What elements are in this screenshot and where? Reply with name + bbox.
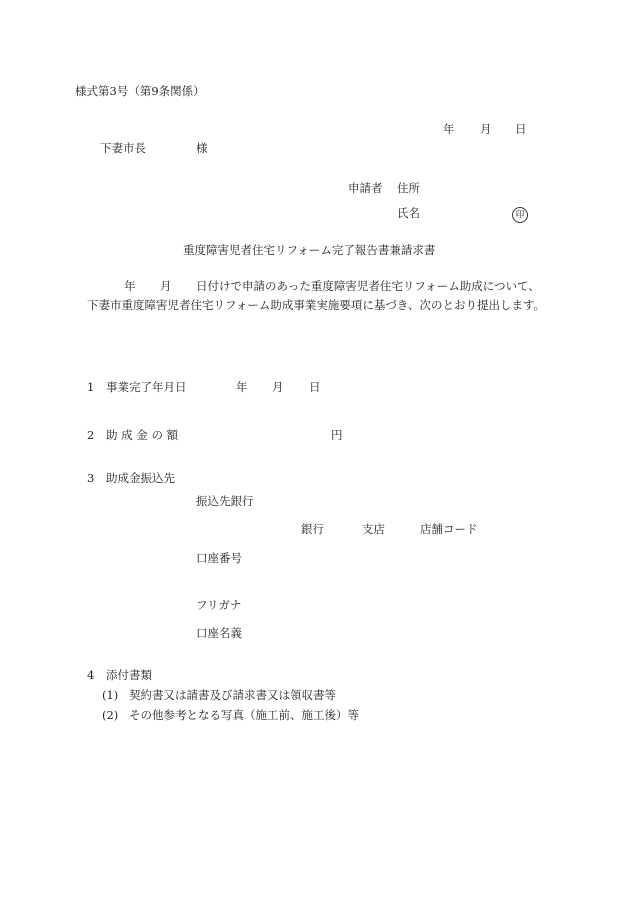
- account-number-label: 口座番号: [196, 551, 242, 565]
- furigana-label: フリガナ: [196, 598, 242, 612]
- body-year-label: 年: [124, 279, 136, 293]
- date-month-label: 月: [480, 122, 492, 136]
- item1-month: 月: [272, 380, 284, 394]
- applicant-name-label: 氏名: [397, 206, 420, 220]
- attachment-1-text: 契約書又は請書及び請求書又は領収書等: [129, 688, 336, 702]
- item4-label: 添付書類: [106, 668, 152, 682]
- applicant-address-label: 住所: [397, 181, 420, 195]
- attachment-2-text: その他参考となる写真（施工前、施工後）等: [129, 708, 359, 722]
- bank-name-label: 銀行: [301, 522, 324, 536]
- addressee-title: 下妻市長: [100, 141, 146, 155]
- date-day-label: 日: [515, 122, 527, 136]
- applicant-label: 申請者: [348, 181, 383, 195]
- branch-label: 支店: [362, 522, 385, 536]
- item4-number: 4: [87, 668, 95, 682]
- seal-char: 印: [515, 209, 525, 220]
- form-number: 様式第3号（第9条関係）: [75, 84, 205, 98]
- item1-number: 1: [87, 380, 95, 394]
- bank-label: 振込先銀行: [196, 494, 254, 508]
- account-name-label: 口座名義: [196, 626, 242, 640]
- item2-unit: 円: [331, 428, 343, 442]
- body-line1: 日付けで申請のあった重度障害児者住宅リフォーム助成について、: [196, 279, 540, 293]
- item1-year: 年: [236, 380, 248, 394]
- item1-label: 事業完了年月日: [106, 380, 187, 394]
- addressee-honorific: 様: [196, 141, 208, 155]
- item3-number: 3: [87, 471, 95, 485]
- item2-number: 2: [87, 428, 95, 442]
- attachment-2-number: (2): [102, 708, 119, 722]
- item1-day: 日: [309, 380, 321, 394]
- seal-mark: [512, 207, 528, 223]
- item3-label: 助成金振込先: [106, 471, 175, 485]
- body-line2: 下妻市重度障害児者住宅リフォーム助成事業実施要項に基づき、次のとおり提出します。: [87, 298, 546, 312]
- branch-code-label: 店舗コード: [420, 522, 478, 536]
- document-title: 重度障害児者住宅リフォーム完了報告書兼請求書: [183, 243, 436, 257]
- attachment-1-number: (1): [102, 688, 119, 702]
- date-year-label: 年: [443, 122, 455, 136]
- item2-label: 助 成 金 の 額: [106, 428, 179, 442]
- body-month-label: 月: [160, 279, 172, 293]
